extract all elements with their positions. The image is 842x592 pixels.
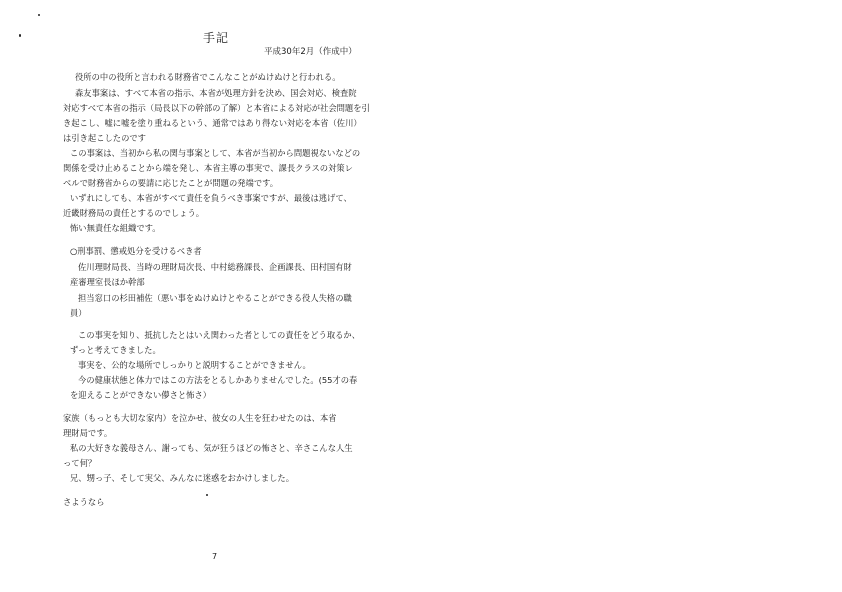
- text-line: 対応すべて本省の指示（局長以下の幹部の了解）と本省による対応が社会問題を引: [63, 103, 370, 113]
- text-line: 兄、甥っ子、そして実父、みんなに迷惑をおかけしました。: [70, 473, 295, 483]
- text-line: を迎えることができない儚さと怖さ）: [70, 390, 212, 400]
- text-line: 関係を受け止めることから端を発し、本省主導の事実で、課長クラスの対策レ: [63, 163, 353, 173]
- text-line: って何？: [63, 458, 97, 468]
- text-line: 怖い無責任な組織です。: [70, 223, 161, 233]
- text-line: 役所の中の役所と言われる財務省でこんなことがぬけぬけと行われる。: [75, 72, 341, 82]
- document-date: 平成30年2月（作成中）: [264, 47, 357, 57]
- closing-line: さようなら: [63, 497, 105, 507]
- page-number: 7: [212, 552, 218, 561]
- scan-speck: [206, 494, 208, 496]
- text-line: 今の健康状態と体力ではこの方法をとるしかありませんでした。(55才の春: [78, 375, 358, 385]
- text-line: ずっと考えてきました。: [70, 345, 161, 355]
- text-line: ○刑事罰、懲戒処分を受けるべき者: [70, 246, 202, 256]
- text-line: は引き起こしたのです: [63, 133, 146, 143]
- text-line: この事案は、当初から私の関与事案として、本省が当初から問題視ないなどの: [70, 148, 361, 158]
- text-line: 私の大好きな義母さん、謝っても、気が狂うほどの怖さと、辛さこんな人生: [70, 443, 353, 453]
- text-line: 産審理室長ほか幹部: [70, 277, 145, 287]
- text-line: 佐川理財局長、当時の理財局次長、中村総務課長、企画課長、田村国有財: [78, 262, 352, 272]
- text-line: 近畿財務局の責任とするのでしょう。: [63, 208, 205, 218]
- text-line: いずれにしても、本省がすべて責任を負うべき事案ですが、最後は逃げて、: [70, 193, 352, 203]
- text-line: ベルで財務省からの要請に応じたことが問題の発端です。: [63, 178, 279, 188]
- text-line: 家族（もっとも大切な家内）を泣かせ、彼女の人生を狂わせたのは、本省: [63, 413, 337, 423]
- text-line: 理財局です。: [63, 428, 113, 438]
- text-line: 担当窓口の杉田補佐（悪い事をぬけぬけとやることができる役人失格の職: [78, 293, 352, 303]
- scan-speck: [19, 34, 21, 37]
- text-line: 事実を、公的な場所でしっかりと説明することができません。: [78, 360, 311, 370]
- text-line: 員）: [70, 308, 87, 318]
- document-title: 手記: [203, 31, 230, 45]
- text-line: この事実を知り、抵抗したとはいえ関わった者としての責任をどう取るか、: [78, 330, 361, 340]
- text-line: き起こし、嘘に嘘を塗り重ねるという、通常ではあり得ない対応を本省（佐川）: [63, 118, 362, 128]
- text-line: 森友事案は、すべて本省の指示、本省が処理方針を決め、国会対応、検査院: [75, 88, 357, 98]
- scan-speck: [38, 14, 40, 16]
